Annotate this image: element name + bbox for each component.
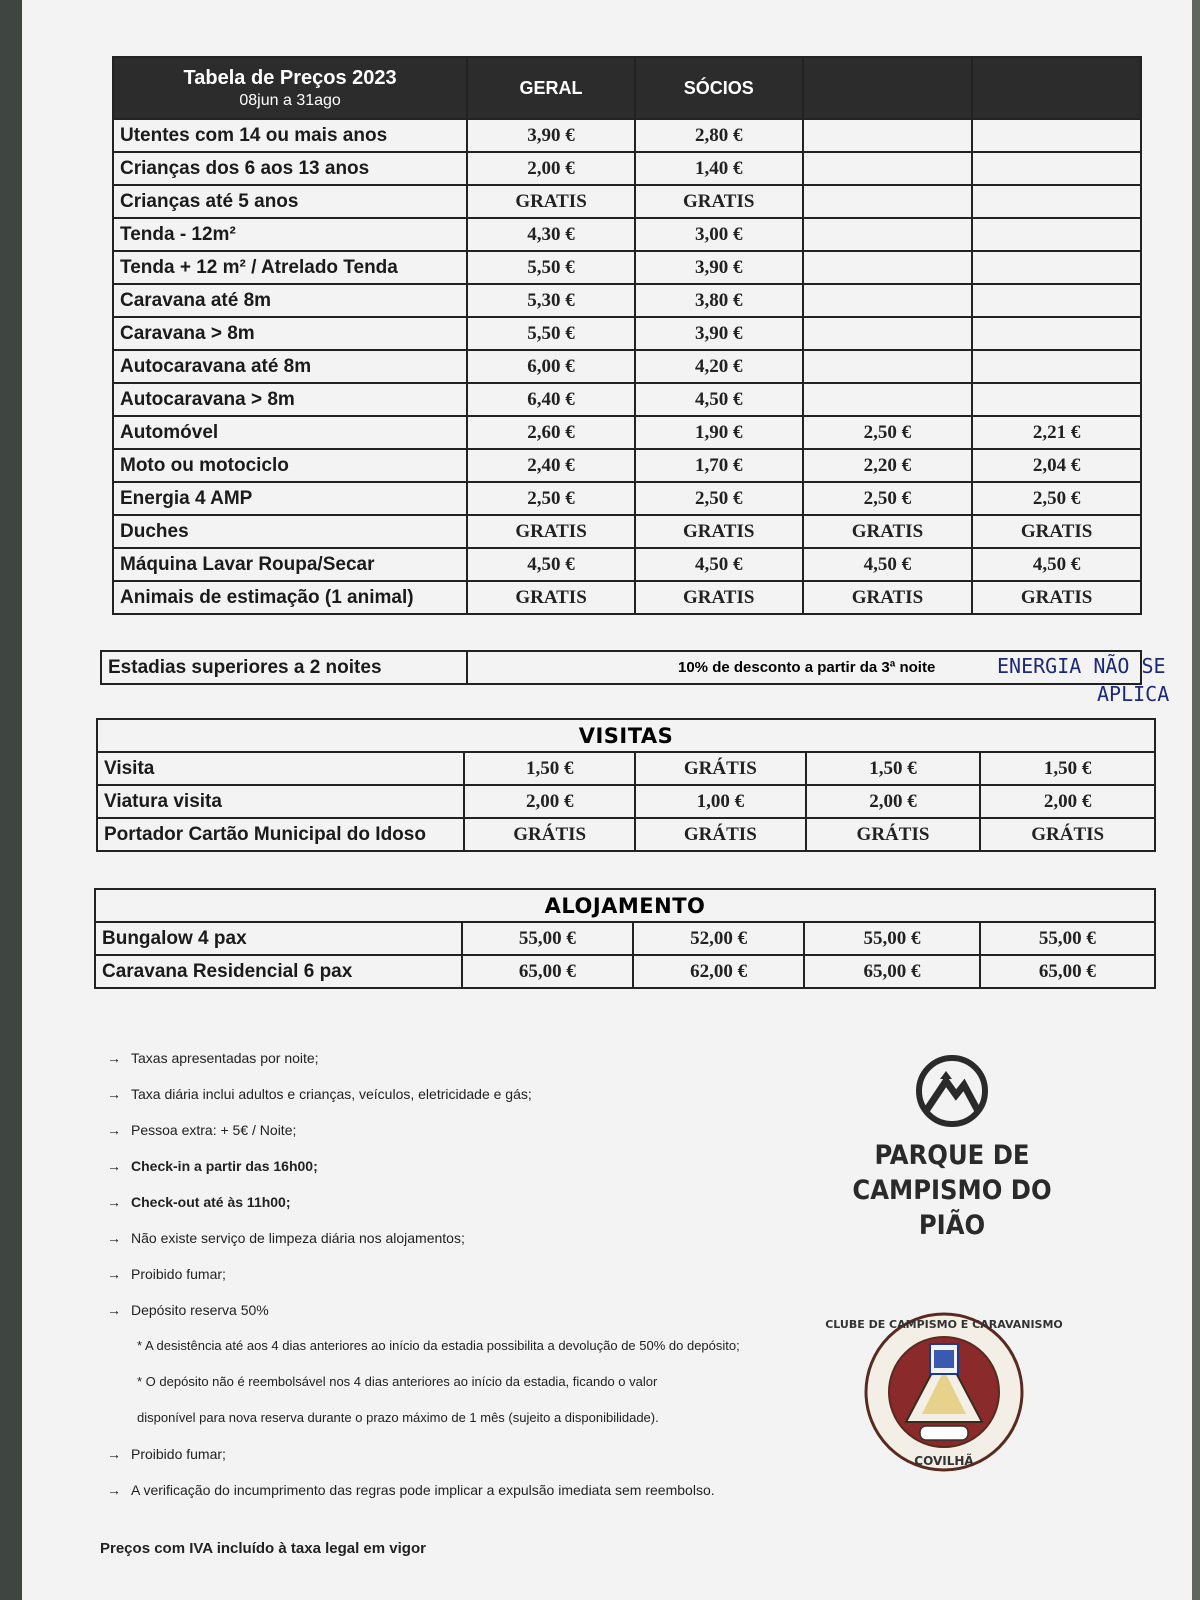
row-label: Autocaravana até 8m xyxy=(113,350,467,383)
note-text: * O depósito não é reembolsável nos 4 dias anteriores ao início da estadia, ficando o valor xyxy=(137,1374,658,1389)
price-cell xyxy=(803,317,973,350)
price-cell: 2,50 € xyxy=(972,482,1141,515)
price-cell: 6,40 € xyxy=(467,383,635,416)
price-row xyxy=(113,152,1141,185)
price-cell xyxy=(972,383,1141,416)
stays-table xyxy=(100,650,1142,685)
price-row xyxy=(113,218,1141,251)
row-label: Tenda + 12 m² / Atrelado Tenda xyxy=(113,251,467,284)
handwritten-line-1: ENERGIA NÃO SE xyxy=(997,654,1166,678)
price-cell: 3,00 € xyxy=(635,218,803,251)
price-cell xyxy=(803,251,973,284)
lodging-row xyxy=(95,955,1155,988)
price-cell: 2,60 € xyxy=(467,416,635,449)
note-item xyxy=(107,1400,740,1436)
price-row xyxy=(113,515,1141,548)
price-cell: 3,90 € xyxy=(467,119,635,152)
arrow-right-icon: → xyxy=(107,1050,121,1066)
lodging-table xyxy=(94,888,1156,989)
visits-title: VISITAS xyxy=(97,719,1155,752)
price-cell: 2,21 € xyxy=(972,416,1141,449)
price-row xyxy=(113,251,1141,284)
row-label: Portador Cartão Municipal do Idoso xyxy=(97,818,464,851)
note-text: Pessoa extra: + 5€ / Noite; xyxy=(131,1122,297,1138)
price-cell: 55,00 € xyxy=(980,922,1155,955)
arrow-right-icon: → xyxy=(107,1266,121,1282)
note-text: Taxa diária inclui adultos e crianças, veículos, eletricidade e gás; xyxy=(131,1086,532,1102)
price-cell: 1,00 € xyxy=(635,785,806,818)
price-row xyxy=(113,383,1141,416)
price-cell: GRÁTIS xyxy=(980,818,1155,851)
price-table-body xyxy=(113,119,1141,614)
row-label: Caravana > 8m xyxy=(113,317,467,350)
price-cell: 65,00 € xyxy=(804,955,979,988)
price-cell: GRATIS xyxy=(972,581,1141,614)
row-label: Utentes com 14 ou mais anos xyxy=(113,119,467,152)
row-label: Autocaravana > 8m xyxy=(113,383,467,416)
note-item xyxy=(107,1292,740,1328)
note-text: Check-in a partir das 16h00; xyxy=(131,1158,318,1174)
price-cell: 3,90 € xyxy=(635,317,803,350)
price-cell: 3,80 € xyxy=(635,284,803,317)
row-label: Caravana até 8m xyxy=(113,284,467,317)
row-label: Tenda - 12m² xyxy=(113,218,467,251)
price-cell: GRATIS xyxy=(635,515,803,548)
price-cell: 1,70 € xyxy=(635,449,803,482)
price-cell: GRÁTIS xyxy=(464,818,635,851)
price-cell xyxy=(803,218,973,251)
note-item xyxy=(107,1472,740,1508)
row-label: Automóvel xyxy=(113,416,467,449)
handwritten-note xyxy=(997,652,1169,708)
column-header-4 xyxy=(972,57,1141,119)
handwritten-line-2: APLICA xyxy=(1097,682,1170,706)
price-cell: 52,00 € xyxy=(633,922,804,955)
price-cell: 1,50 € xyxy=(464,752,635,785)
price-cell: 4,50 € xyxy=(972,548,1141,581)
price-cell: 4,30 € xyxy=(467,218,635,251)
note-item xyxy=(107,1256,740,1292)
note-text: Depósito reserva 50% xyxy=(131,1302,269,1318)
row-label: Bungalow 4 pax xyxy=(95,922,462,955)
price-row xyxy=(113,317,1141,350)
price-row xyxy=(113,581,1141,614)
price-cell: 5,30 € xyxy=(467,284,635,317)
note-item xyxy=(107,1076,740,1112)
stays-label: Estadias superiores a 2 noites xyxy=(101,651,467,684)
price-cell: 2,00 € xyxy=(806,785,981,818)
price-cell: 4,50 € xyxy=(635,548,803,581)
price-cell xyxy=(972,185,1141,218)
note-text: Não existe serviço de limpeza diária nos alojamentos; xyxy=(131,1230,465,1246)
table-period: 08jun a 31ago xyxy=(239,91,341,109)
price-cell: 55,00 € xyxy=(804,922,979,955)
column-header-socios: SÓCIOS xyxy=(635,57,803,119)
row-label: Crianças até 5 anos xyxy=(113,185,467,218)
column-header-geral: GERAL xyxy=(467,57,635,119)
table-header-row xyxy=(113,57,1141,119)
note-text: disponível para nova reserva durante o prazo máximo de 1 mês (sujeito a disponibilidade). xyxy=(137,1410,659,1425)
price-cell: 4,50 € xyxy=(467,548,635,581)
price-cell: 2,80 € xyxy=(635,119,803,152)
price-cell: 2,04 € xyxy=(972,449,1141,482)
row-label: Caravana Residencial 6 pax xyxy=(95,955,462,988)
lodging-table-body xyxy=(95,922,1155,988)
price-cell: 2,00 € xyxy=(980,785,1155,818)
price-cell: GRATIS xyxy=(467,515,635,548)
note-item xyxy=(107,1436,740,1472)
price-cell xyxy=(972,350,1141,383)
price-row xyxy=(113,284,1141,317)
visits-table xyxy=(96,718,1156,852)
price-cell xyxy=(803,119,973,152)
price-cell xyxy=(803,152,973,185)
price-cell xyxy=(972,119,1141,152)
note-item xyxy=(107,1220,740,1256)
price-sheet xyxy=(22,0,1192,1600)
note-text: Check-out até às 11h00; xyxy=(131,1194,291,1210)
price-cell: GRATIS xyxy=(467,185,635,218)
price-cell: GRÁTIS xyxy=(635,818,806,851)
price-cell: 2,50 € xyxy=(803,416,973,449)
price-cell: 4,50 € xyxy=(635,383,803,416)
price-row xyxy=(113,482,1141,515)
price-row xyxy=(113,185,1141,218)
park-name-line-1: PARQUE DE xyxy=(874,1140,1030,1171)
price-cell: 1,90 € xyxy=(635,416,803,449)
park-name-line-2: CAMPISMO DO PIÃO xyxy=(852,1175,1052,1242)
lodging-title: ALOJAMENTO xyxy=(95,889,1155,922)
price-cell: GRATIS xyxy=(803,581,973,614)
price-cell xyxy=(803,383,973,416)
note-text: Proibido fumar; xyxy=(131,1266,226,1282)
row-label: Energia 4 AMP xyxy=(113,482,467,515)
table-title: Tabela de Preços 2023 xyxy=(183,66,397,89)
price-cell: GRÁTIS xyxy=(635,752,806,785)
price-cell: 65,00 € xyxy=(980,955,1155,988)
price-cell: GRATIS xyxy=(803,515,973,548)
price-cell: 62,00 € xyxy=(633,955,804,988)
row-label: Duches xyxy=(113,515,467,548)
stays-discount: 10% de desconto a partir da 3ª noite xyxy=(467,651,1141,684)
price-row xyxy=(113,119,1141,152)
table-title-cell xyxy=(113,57,467,119)
price-cell xyxy=(972,284,1141,317)
row-label: Viatura visita xyxy=(97,785,464,818)
price-cell: 1,50 € xyxy=(806,752,981,785)
price-cell: GRATIS xyxy=(467,581,635,614)
price-cell: 2,00 € xyxy=(467,152,635,185)
seal-text: CLUBE DE CAMPISMO E CARAVANISMO xyxy=(825,1318,1063,1331)
price-cell: 6,00 € xyxy=(467,350,635,383)
price-cell: 1,40 € xyxy=(635,152,803,185)
arrow-right-icon: → xyxy=(107,1194,121,1210)
arrow-right-icon: → xyxy=(107,1446,121,1462)
price-cell xyxy=(803,284,973,317)
note-item xyxy=(107,1328,740,1364)
price-cell xyxy=(803,185,973,218)
note-item xyxy=(107,1148,740,1184)
price-row xyxy=(113,350,1141,383)
arrow-right-icon: → xyxy=(107,1086,121,1102)
park-logo xyxy=(837,1055,1067,1243)
price-cell: 5,50 € xyxy=(467,251,635,284)
row-label: Moto ou motociclo xyxy=(113,449,467,482)
lodging-row xyxy=(95,922,1155,955)
price-cell: GRATIS xyxy=(635,581,803,614)
arrow-right-icon: → xyxy=(107,1158,121,1174)
arrow-right-icon: → xyxy=(107,1302,121,1318)
price-cell: 2,50 € xyxy=(635,482,803,515)
price-cell: GRATIS xyxy=(635,185,803,218)
price-cell xyxy=(972,251,1141,284)
visits-title-row xyxy=(97,719,1155,752)
note-item xyxy=(107,1364,740,1400)
note-item xyxy=(107,1184,740,1220)
row-label: Animais de estimação (1 animal) xyxy=(113,581,467,614)
stays-row xyxy=(101,651,1141,684)
row-label: Visita xyxy=(97,752,464,785)
price-cell: 2,20 € xyxy=(803,449,973,482)
note-text: Proibido fumar; xyxy=(131,1446,226,1462)
price-cell: 5,50 € xyxy=(467,317,635,350)
note-item xyxy=(107,1112,740,1148)
arrow-right-icon: → xyxy=(107,1482,121,1498)
row-label: Crianças dos 6 aos 13 anos xyxy=(113,152,467,185)
price-row xyxy=(113,449,1141,482)
club-seal-icon xyxy=(825,1310,1063,1475)
row-label: Máquina Lavar Roupa/Secar xyxy=(113,548,467,581)
price-cell xyxy=(803,350,973,383)
price-cell: 1,50 € xyxy=(980,752,1155,785)
arrow-right-icon: → xyxy=(107,1122,121,1138)
price-cell xyxy=(972,152,1141,185)
price-cell: 55,00 € xyxy=(462,922,633,955)
mountain-logo-icon xyxy=(912,1055,992,1127)
price-cell: 3,90 € xyxy=(635,251,803,284)
price-cell: 4,50 € xyxy=(803,548,973,581)
price-cell: 2,50 € xyxy=(467,482,635,515)
background-edge xyxy=(0,0,22,1600)
vat-footer: Preços com IVA incluído à taxa legal em vigor xyxy=(100,1540,426,1557)
price-cell: 65,00 € xyxy=(462,955,633,988)
seal-city: COVILHÃ xyxy=(914,1454,974,1468)
lodging-title-row xyxy=(95,889,1155,922)
notes-list xyxy=(107,1040,740,1508)
price-table xyxy=(112,56,1142,615)
price-cell: 2,40 € xyxy=(467,449,635,482)
note-item xyxy=(107,1040,740,1076)
price-cell: 2,50 € xyxy=(803,482,973,515)
price-cell: GRATIS xyxy=(972,515,1141,548)
price-cell: 4,20 € xyxy=(635,350,803,383)
arrow-right-icon: → xyxy=(107,1230,121,1246)
note-text: Taxas apresentadas por noite; xyxy=(131,1050,319,1066)
price-cell: GRÁTIS xyxy=(806,818,981,851)
price-cell xyxy=(972,218,1141,251)
note-text: * A desistência até aos 4 dias anteriores ao início da estadia possibilita a devolução de 50% do depósito; xyxy=(137,1338,740,1353)
note-text: A verificação do incumprimento das regras pode implicar a expulsão imediata sem reembolso. xyxy=(131,1482,715,1498)
visit-row xyxy=(97,818,1155,851)
column-header-3 xyxy=(803,57,973,119)
price-row xyxy=(113,548,1141,581)
visit-row xyxy=(97,785,1155,818)
visits-table-body xyxy=(97,752,1155,851)
price-cell: 2,00 € xyxy=(464,785,635,818)
visit-row xyxy=(97,752,1155,785)
price-row xyxy=(113,416,1141,449)
price-cell xyxy=(972,317,1141,350)
